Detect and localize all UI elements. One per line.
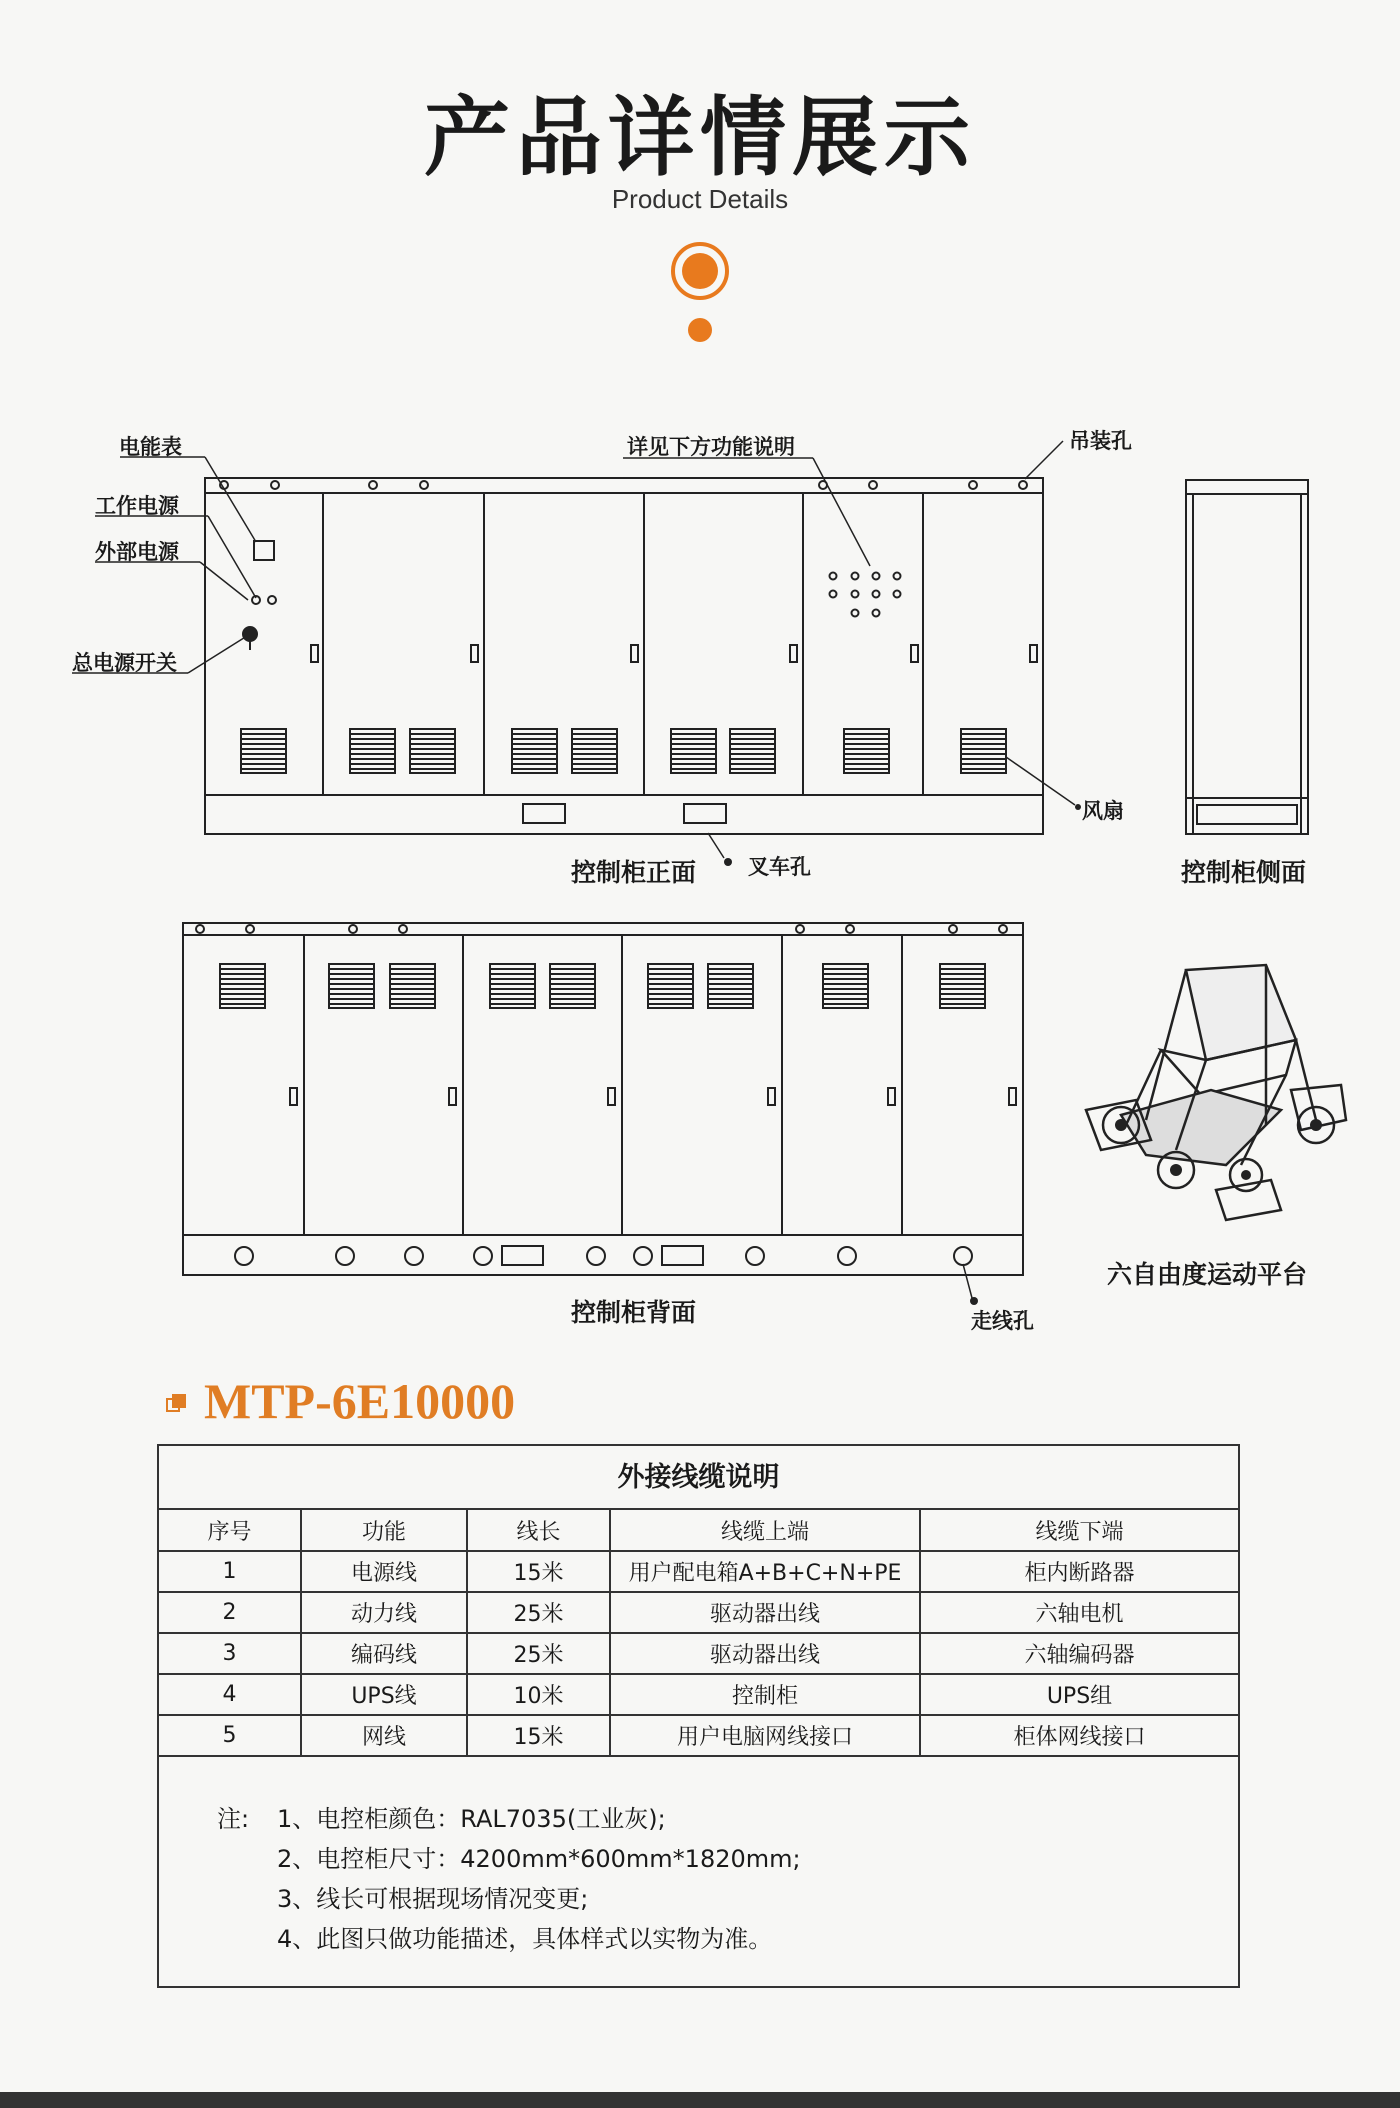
table-title: 外接线缆说明 <box>159 1446 1238 1510</box>
note-item: 4、此图只做功能描述，具体样式以实物为准。 <box>277 1925 773 1953</box>
label-meter: 电能表 <box>119 435 182 459</box>
table-cell: 15米 <box>467 1551 610 1592</box>
table-cell: 1 <box>159 1551 301 1592</box>
label-external-power: 外部电源 <box>95 540 179 564</box>
cable-spec-table <box>157 1444 1240 1988</box>
fan-grille-icon <box>328 963 375 1009</box>
table-cell: 六轴编码器 <box>920 1633 1238 1674</box>
caption-back: 控制柜背面 <box>571 1298 697 1327</box>
fan-grille-icon <box>939 963 986 1009</box>
fan-grille-icon <box>240 728 287 774</box>
table-cell: 编码线 <box>301 1633 467 1674</box>
model-bullet-icon <box>166 1394 188 1414</box>
table-cell: 柜内断路器 <box>920 1551 1238 1592</box>
table-cell: 六轴电机 <box>920 1592 1238 1633</box>
table-cell: 25米 <box>467 1592 610 1633</box>
table-cell: 25米 <box>467 1633 610 1674</box>
fan-grille-icon <box>670 728 717 774</box>
fan-grille-icon <box>843 728 890 774</box>
table-cell: UPS线 <box>301 1674 467 1715</box>
fan-grille-icon <box>511 728 558 774</box>
table-row <box>159 1674 1238 1715</box>
label-main-switch: 总电源开关 <box>72 651 177 675</box>
table-cell: UPS组 <box>920 1674 1238 1715</box>
fan-grille-icon <box>960 728 1007 774</box>
table-cell: 10米 <box>467 1674 610 1715</box>
front-view <box>205 478 1043 834</box>
col-header: 线长 <box>467 1510 610 1551</box>
col-header: 序号 <box>159 1510 301 1551</box>
table-cell: 4 <box>159 1674 301 1715</box>
table-cell: 用户配电箱A+B+C+N+PE <box>610 1551 920 1592</box>
note-item: 3、线长可根据现场情况变更; <box>277 1885 589 1913</box>
table-cell: 控制柜 <box>610 1674 920 1715</box>
fan-grille-icon <box>729 728 776 774</box>
note-item: 1、电控柜颜色：RAL7035(工业灰); <box>277 1805 666 1833</box>
table-cell: 柜体网线接口 <box>920 1715 1238 1756</box>
caption-side: 控制柜侧面 <box>1181 858 1307 887</box>
table-cell: 驱动器出线 <box>610 1592 920 1633</box>
label-lifting-hole: 吊装孔 <box>1069 429 1132 453</box>
fan-grille-icon <box>389 963 436 1009</box>
notes-section <box>159 1757 1238 1959</box>
label-work-power: 工作电源 <box>95 494 179 518</box>
fan-grille-icon <box>571 728 618 774</box>
back-view <box>183 923 1023 1275</box>
table-row <box>159 1633 1238 1674</box>
table-cell: 电源线 <box>301 1551 467 1592</box>
caption-front: 控制柜正面 <box>571 858 697 887</box>
fan-grille-icon <box>219 963 266 1009</box>
label-fan: 风扇 <box>1082 799 1124 823</box>
fan-grille-icon <box>409 728 456 774</box>
note-item: 2、电控柜尺寸：4200mm*600mm*1820mm; <box>277 1845 801 1873</box>
table-row <box>159 1592 1238 1633</box>
table-cell: 3 <box>159 1633 301 1674</box>
table-cell: 2 <box>159 1592 301 1633</box>
label-see-below: 详见下方功能说明 <box>627 435 795 459</box>
label-cable-hole: 走线孔 <box>971 1309 1034 1333</box>
notes-prefix: 注: <box>217 1805 250 1833</box>
table-cell: 15米 <box>467 1715 610 1756</box>
fan-grille-icon <box>489 963 536 1009</box>
table-row <box>159 1551 1238 1592</box>
side-view <box>1186 480 1308 834</box>
table-cell: 驱动器出线 <box>610 1633 920 1674</box>
table-cell: 5 <box>159 1715 301 1756</box>
page-title: 产品详情展示 <box>424 88 976 188</box>
label-forklift-hole: 叉车孔 <box>748 855 811 879</box>
fan-grille-icon <box>707 963 754 1009</box>
page-subtitle: Product Details <box>611 184 789 214</box>
footer-bar <box>0 2092 1400 2108</box>
fan-grille-icon <box>549 963 596 1009</box>
table-cell: 动力线 <box>301 1592 467 1633</box>
fan-grille-icon <box>349 728 396 774</box>
col-header: 功能 <box>301 1510 467 1551</box>
fan-grille-icon <box>822 963 869 1009</box>
table-header-row <box>159 1510 1238 1551</box>
model-name: MTP-6E10000 <box>204 1373 516 1429</box>
fan-grille-icon <box>647 963 694 1009</box>
table-cell: 网线 <box>301 1715 467 1756</box>
table-cell: 用户电脑网线接口 <box>610 1715 920 1756</box>
cable-table <box>159 1510 1238 1757</box>
col-header: 线缆下端 <box>920 1510 1238 1551</box>
table-row <box>159 1715 1238 1756</box>
six-dof-platform-icon <box>1066 950 1356 1240</box>
col-header: 线缆上端 <box>610 1510 920 1551</box>
caption-platform: 六自由度运动平台 <box>1107 1260 1308 1289</box>
